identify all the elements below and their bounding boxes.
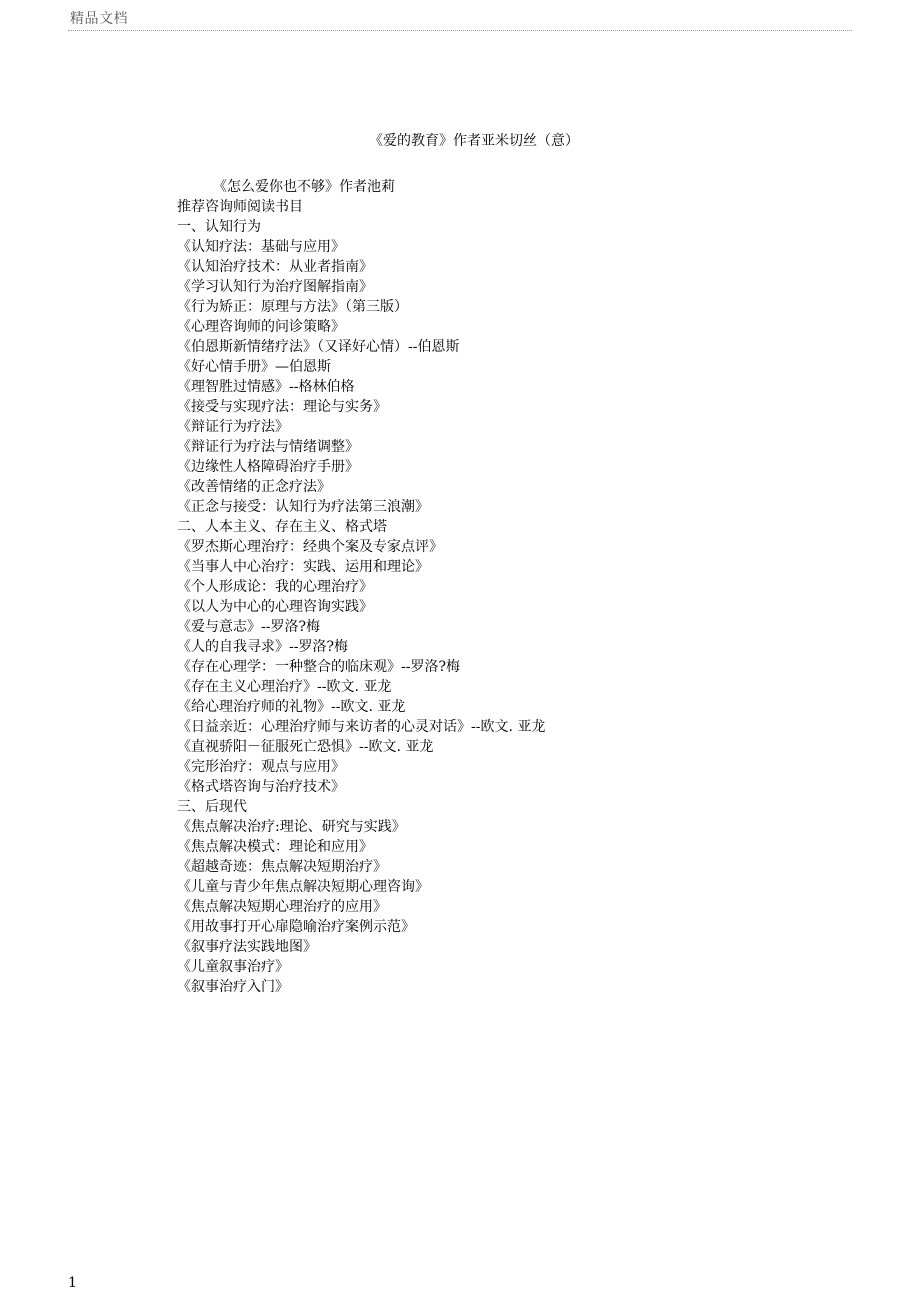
list-line: 《理智胜过情感》--格林伯格 xyxy=(177,379,355,395)
list-line: 《儿童与青少年焦点解决短期心理咨询》 xyxy=(177,879,429,895)
list-line: 《焦点解决治疗:理论、研究与实践》 xyxy=(177,819,406,835)
list-line: 一、认知行为 xyxy=(177,219,261,235)
list-line: 《伯恩斯新情绪疗法》（又译好心情）--伯恩斯 xyxy=(177,339,460,355)
list-line: 推荐咨询师阅读书目 xyxy=(177,199,303,215)
list-line: 《边缘性人格障碍治疗手册》 xyxy=(177,459,359,475)
list-line: 《正念与接受：认知行为疗法第三浪潮》 xyxy=(177,499,429,515)
document-title: 《爱的教育》作者亚米切丝（意） xyxy=(369,133,579,149)
list-line: 《叙事疗法实践地图》 xyxy=(177,939,317,955)
list-line: 《心理咨询师的问诊策略》 xyxy=(177,319,345,335)
list-line: 《焦点解决模式：理论和应用》 xyxy=(177,839,373,855)
list-line: 二、人本主义、存在主义、格式塔 xyxy=(177,519,387,535)
page-number: 1 xyxy=(68,1275,77,1291)
list-line: 《超越奇迹：焦点解决短期治疗》 xyxy=(177,859,387,875)
page-header xyxy=(68,8,852,31)
list-line: 《日益亲近：心理治疗师与来访者的心灵对话》--欧文. 亚龙 xyxy=(177,719,546,735)
list-line: 《焦点解决短期心理治疗的应用》 xyxy=(177,899,387,915)
list-line: 《好心情手册》—伯恩斯 xyxy=(177,359,331,375)
list-line: 《存在主义心理治疗》--欧文. 亚龙 xyxy=(177,679,392,695)
list-line: 《以人为中心的心理咨询实践》 xyxy=(177,599,373,615)
list-line: 《叙事治疗入门》 xyxy=(177,979,289,995)
list-line: 《行为矫正：原理与方法》（第三版） xyxy=(177,299,408,315)
list-line: 《给心理治疗师的礼物》--欧文. 亚龙 xyxy=(177,699,406,715)
header-label: 精品文档 xyxy=(70,11,128,27)
list-line: 三、后现代 xyxy=(177,799,247,815)
list-line: 《完形治疗：观点与应用》 xyxy=(177,759,345,775)
list-line: 《用故事打开心扉隐喻治疗案例示范》 xyxy=(177,919,415,935)
list-line: 《改善情绪的正念疗法》 xyxy=(177,479,331,495)
list-line: 《当事人中心治疗：实践、运用和理论》 xyxy=(177,559,429,575)
list-line: 《直视骄阳－征服死亡恐惧》--欧文. 亚龙 xyxy=(177,739,434,755)
list-line: 《儿童叙事治疗》 xyxy=(177,959,289,975)
list-line: 《个人形成论：我的心理治疗》 xyxy=(177,579,373,595)
book-list xyxy=(177,197,837,997)
list-line: 《爱与意志》--罗洛?梅 xyxy=(177,619,320,635)
list-line: 《辩证行为疗法与情绪调整》 xyxy=(177,439,359,455)
list-line: 《存在心理学：一种整合的临床观》--罗洛?梅 xyxy=(177,659,460,675)
list-line: 《辩证行为疗法》 xyxy=(177,419,289,435)
document-subtitle: 《怎么爱你也不够》作者池莉 xyxy=(213,179,395,195)
list-line: 《认知治疗技术：从业者指南》 xyxy=(177,259,373,275)
list-line: 《认知疗法：基础与应用》 xyxy=(177,239,345,255)
list-line: 《罗杰斯心理治疗：经典个案及专家点评》 xyxy=(177,539,443,555)
list-line: 《格式塔咨询与治疗技术》 xyxy=(177,779,345,795)
list-line: 《接受与实现疗法：理论与实务》 xyxy=(177,399,387,415)
list-line: 《人的自我寻求》--罗洛?梅 xyxy=(177,639,348,655)
list-line: 《学习认知行为治疗图解指南》 xyxy=(177,279,373,295)
